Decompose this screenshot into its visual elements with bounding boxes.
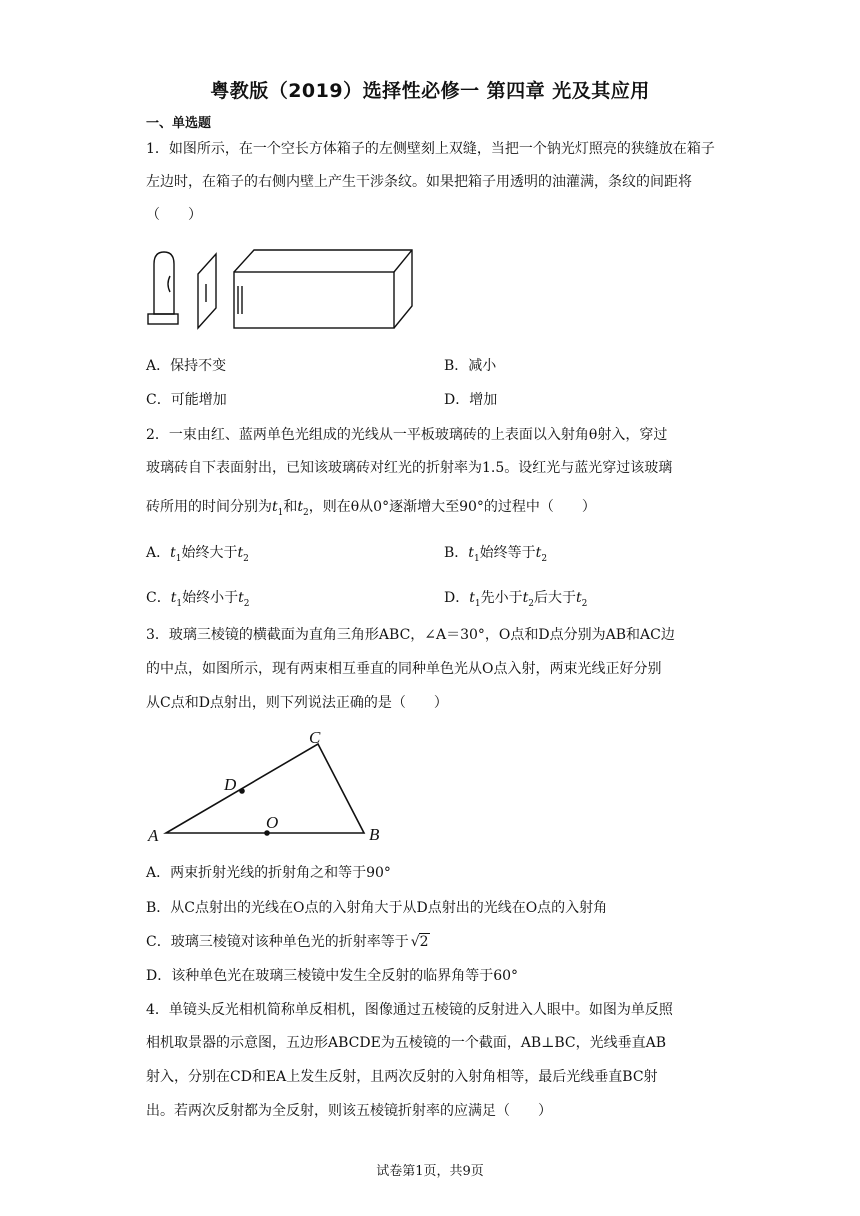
q2-option-d-text1: 先小于 xyxy=(480,590,523,606)
section-heading: 一、单选题 xyxy=(146,116,212,131)
q2-line3: 砖所用的时间分别为$t_1$和$t_2$，则在θ从0°逐渐增大至90°的过程中（ ） xyxy=(146,499,596,518)
q3-line1: 3．玻璃三棱镜的横截面为直角三角形ABC，∠A＝30°，O点和D点分别为AB和AC边 xyxy=(146,627,675,643)
q1-option-b[interactable]: B．减小 xyxy=(444,358,497,374)
q3-triangle-figure xyxy=(140,726,390,846)
q2-option-b[interactable]: B．$t_1$始终等于$t_2$ xyxy=(444,545,548,564)
q3-line2: 的中点，如图所示，现有两束相互垂直的同种单色光从O点入射，两束光线正好分别 xyxy=(146,661,662,677)
q2-option-a-text: 始终大于 xyxy=(181,545,238,561)
q1-stem: 1．如图所示，在一个空长方体箱子的左侧壁刻上双缝，当把一个钠光灯照亮的狭缝放在箱子左边时，在箱子的右侧内壁上产生干涉条纹。如果把箱子用透明的油灌满，条纹的间距将（ ） xyxy=(146,141,715,223)
page-footer: 试卷第1页，共9页 xyxy=(376,1164,484,1179)
q1-option-d[interactable]: D．增加 xyxy=(444,392,498,408)
q2-line3-a: 砖所用的时间分别为 xyxy=(146,499,272,515)
q1-option-a[interactable]: A．保持不变 xyxy=(146,358,227,374)
q2-option-d[interactable]: D．$t_1$先小于$t_2$后大于$t_2$ xyxy=(444,590,588,609)
q3-option-c[interactable]: C．玻璃三棱镜对该种单色光的折射率等于 √2 xyxy=(146,934,429,950)
q2-option-a[interactable]: A．$t_1$始终大于$t_2$ xyxy=(146,545,249,564)
q2-line3-b: 和 xyxy=(283,499,298,515)
q4-line1: 4．单镜头反光相机简称单反相机，图像通过五棱镜的反射进入人眼中。如图为单反照 xyxy=(146,1002,673,1018)
triangle-abc xyxy=(166,744,364,833)
point-d xyxy=(239,788,245,794)
label-a: A xyxy=(148,826,159,845)
label-b: B xyxy=(369,825,380,844)
q4-line2: 相机取景器的示意图，五边形ABCDE为五棱镜的一个截面，AB⊥BC，光线垂直AB xyxy=(146,1035,667,1051)
q3-option-b[interactable]: B．从C点射出的光线在O点的入射角大于从D点射出的光线在O点的入射角 xyxy=(146,900,608,916)
page-title: 粤教版（2019）选择性必修一 第四章 光及其应用 xyxy=(210,80,650,102)
q2-option-c[interactable]: C．$t_1$始终小于$t_2$ xyxy=(146,590,250,609)
q1-option-c[interactable]: C．可能增加 xyxy=(146,392,227,408)
q3-option-c-root: 2 xyxy=(419,934,429,950)
q3-option-c-text: C．玻璃三棱镜对该种单色光的折射率等于 xyxy=(146,934,409,950)
q2-option-d-text2: 后大于 xyxy=(533,590,576,606)
slit-plate xyxy=(198,254,216,328)
q1-figure xyxy=(146,246,416,332)
q4-line3: 射入，分别在CD和EA上发生反射，且两次反射的入射角相等，最后光线垂直BC射 xyxy=(146,1069,658,1085)
label-c: C xyxy=(309,728,321,747)
sodium-lamp-icon xyxy=(148,252,178,324)
q2-option-c-text: 始终小于 xyxy=(182,590,239,606)
q2-option-b-text: 始终等于 xyxy=(479,545,536,561)
q3-option-d[interactable]: D．该种单色光在玻璃三棱镜中发生全反射的临界角等于60° xyxy=(146,968,519,984)
q3-line3: 从C点和D点射出，则下列说法正确的是（ ） xyxy=(146,695,448,711)
q2-line2: 玻璃砖自下表面射出，已知该玻璃砖对红光的折射率为1.5。设红光与蓝光穿过该玻璃 xyxy=(146,460,673,476)
q4-line4: 出。若两次反射都为全反射，则该五棱镜折射率的应满足（ ） xyxy=(146,1103,552,1119)
q2-line3-c: ，则在θ从0°逐渐增大至90°的过程中（ ） xyxy=(308,499,596,515)
q3-option-a[interactable]: A．两束折射光线的折射角之和等于90° xyxy=(146,865,391,881)
q2-line1: 2．一束由红、蓝两单色光组成的光线从一平板玻璃砖的上表面以入射角θ射入，穿过 xyxy=(146,427,668,443)
box-figure xyxy=(234,250,412,328)
label-d: D xyxy=(224,775,237,794)
label-o: O xyxy=(266,813,279,832)
